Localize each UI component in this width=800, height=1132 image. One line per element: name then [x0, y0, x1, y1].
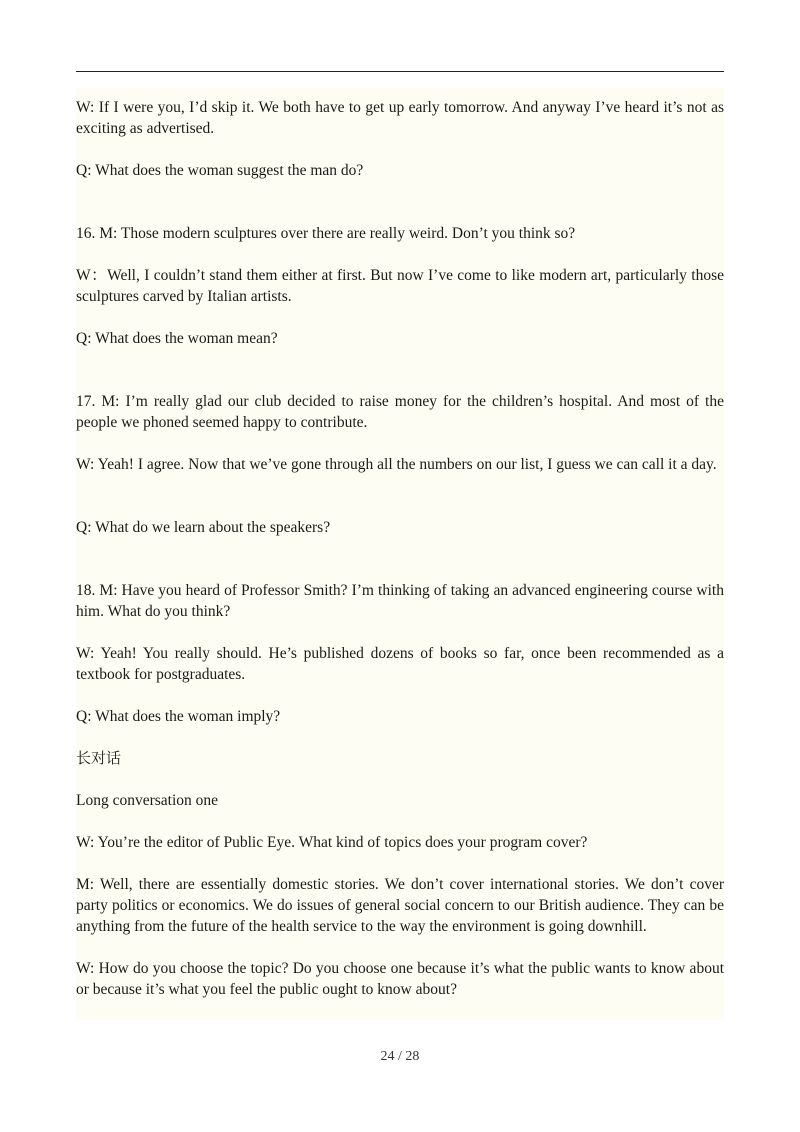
content-area — [76, 88, 724, 1020]
paragraph-17-man: 17. M: I’m really glad our club decided to raise money for the children’s hospital. And most of the people we phoned seemed happy to contribute. — [76, 393, 724, 431]
paragraph-18-man: 18. M: Have you heard of Professor Smith? I’m thinking of taking an advanced engineering course with him. What do you think? — [76, 582, 724, 620]
conversation-man-1: M: Well, there are essentially domestic stories. We don’t cover international stories. We don’t cover party politics or economics. We do issues of general social concern to our British audience. They can be anything from the future of the health service to the way the environment is going downhill. — [76, 876, 724, 935]
paragraph-18-woman: W: Yeah! You really should. He’s published dozens of books so far, once been recommended as a textbook for postgraduates. — [76, 645, 724, 683]
subheading-long-conversation-one: Long conversation one — [76, 792, 219, 809]
question-16: Q: What does the woman mean? — [76, 330, 278, 347]
paragraph-16-man: 16. M: Those modern sculptures over there are really weird. Don’t you think so? — [76, 225, 576, 242]
paragraph-15-woman: W: If I were you, I’d skip it. We both have to get up early tomorrow. And anyway I’ve heard it’s not as exciting as advertised. — [76, 99, 724, 137]
question-18: Q: What does the woman imply? — [76, 708, 281, 725]
conversation-woman-1: W: You’re the editor of Public Eye. What kind of topics does your program cover? — [76, 834, 588, 851]
paragraph-17-woman: W: Yeah! I agree. Now that we’ve gone through all the numbers on our list, I guess we can call it a day. — [76, 456, 717, 473]
conversation-woman-2: W: How do you choose the topic? Do you choose one because it’s what the public wants to know about or because it’s what you feel the public ought to know about? — [76, 960, 724, 998]
paragraph-16-woman: W：Well, I couldn’t stand them either at first. But now I’ve come to like modern art, particularly those sculptures carved by Italian artists. — [76, 267, 724, 305]
header-rule — [76, 71, 724, 72]
question-17: Q: What do we learn about the speakers? — [76, 519, 331, 536]
page-number: 24 / 28 — [380, 1049, 420, 1064]
question-15: Q: What does the woman suggest the man do? — [76, 162, 364, 179]
section-heading-long-conversation: 长对话 — [76, 749, 122, 767]
